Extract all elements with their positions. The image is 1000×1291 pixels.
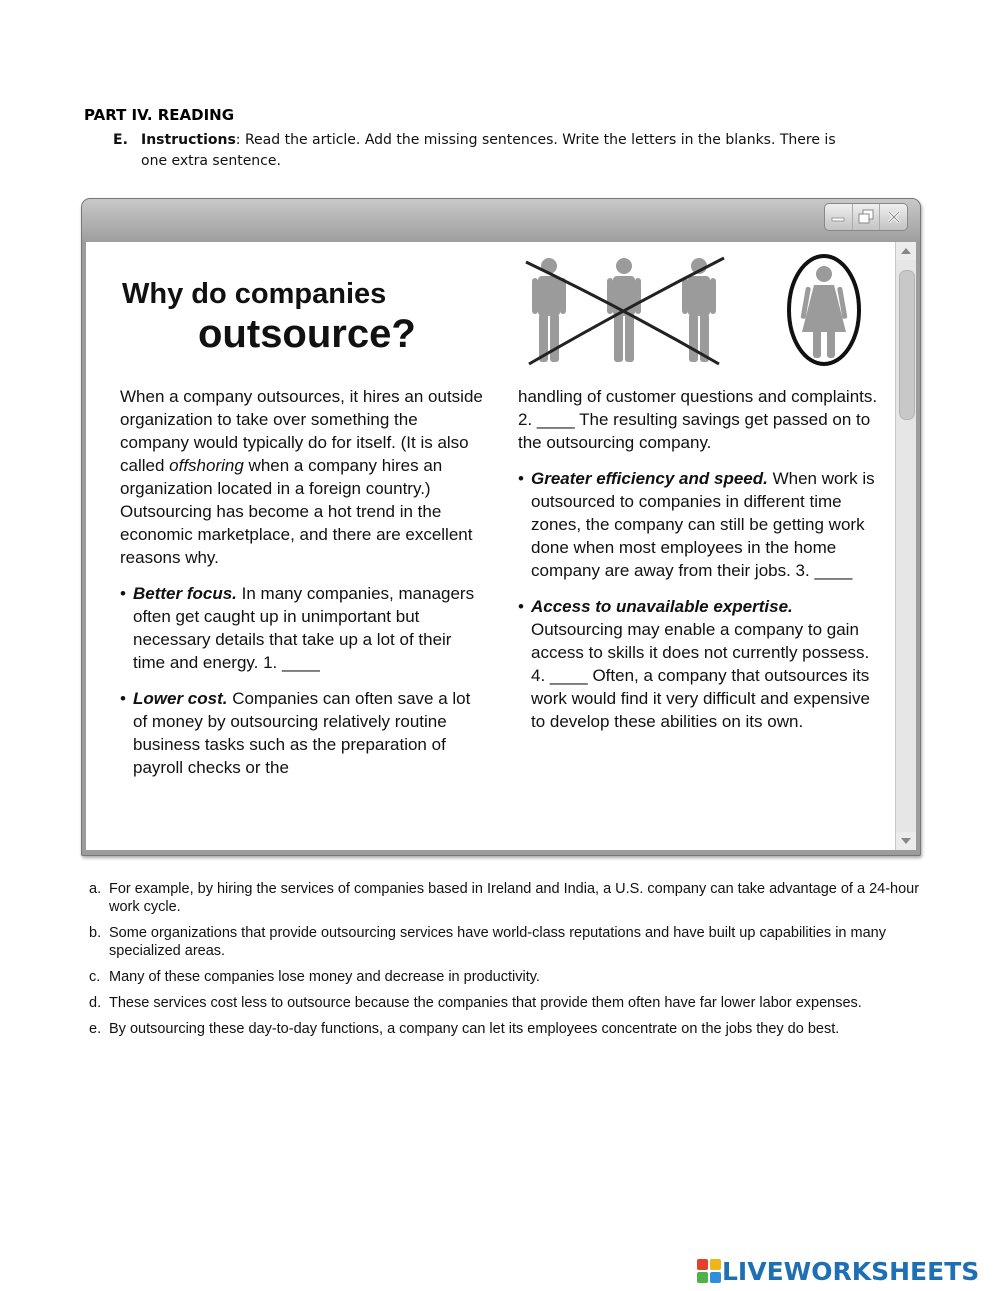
- instruction-letter: E.: [113, 132, 128, 148]
- window-titlebar: [82, 199, 920, 242]
- liveworksheets-blocks-icon: [696, 1258, 722, 1284]
- option-c: c. Many of these companies lose money and decrease in productivity.: [89, 969, 540, 985]
- bullet-lower-cost: • Lower cost. Companies can often save a lot of money by outsourcing relatively routine business tasks such as the preparation of payroll checks or the: [120, 689, 471, 777]
- option-b: b. Some organizations that provide outsourcing services have world-class reputations and have built up capabilities in many specialized areas.: [89, 925, 886, 959]
- close-icon[interactable]: [880, 204, 907, 230]
- crossed-out-workers-figure: [524, 254, 864, 369]
- option-a: a. For example, by hiring the services of companies based in Ireland and India, a U.S. company can take advantage of a 24-hour work cycle.: [89, 881, 920, 915]
- article-content: [86, 242, 895, 850]
- article-column-left: [120, 385, 485, 779]
- bullet-access-expertise: • Access to unavailable expertise. Outsourcing may enable a company to gain access to skills it does not currently possess. 4. ____ Often, a company that outsources its work would find it very difficult and expensive to develop these abilities on its own.: [518, 597, 870, 731]
- scrollbar-thumb[interactable]: [899, 270, 915, 420]
- logo-text: LIVEWORKSHEETS: [722, 1256, 980, 1286]
- answer-options: [89, 880, 939, 1046]
- instructions: [113, 130, 853, 172]
- circled-female-figure-icon: [789, 256, 859, 364]
- article-title-line2: outsource?: [198, 312, 416, 356]
- part-title: PART IV. READING: [84, 106, 235, 124]
- option-e: e. By outsourcing these day-to-day functions, a company can let its employees concentrate on the jobs they do best.: [89, 1021, 840, 1037]
- scroll-up-icon[interactable]: [896, 242, 916, 260]
- article-intro: When a company outsources, it hires an outside organization to take over something the company would typically do for itself. (It is also called offshoring when a company hires an organization located in a foreign country.) Outsourcing has become a hot trend in the economic marketplace, and there are excellent reasons why.: [120, 387, 483, 567]
- instruction-text: : Read the article. Add the missing sentences. Write the letters in the blanks. There is one extra sentence.: [141, 132, 836, 169]
- minimize-icon[interactable]: [825, 204, 853, 230]
- option-d: d. These services cost less to outsource because the companies that provide them often have far lower labor expenses.: [89, 995, 862, 1011]
- instruction-label: Instructions: [141, 132, 236, 148]
- lower-cost-continued: handling of customer questions and complaints. 2. ____ The resulting savings get passed on to the outsourcing company.: [518, 387, 878, 452]
- article-window: [81, 198, 921, 856]
- article-column-right: [518, 385, 878, 733]
- liveworksheets-logo: [696, 1255, 979, 1287]
- bullet-greater-efficiency: • Greater efficiency and speed. When work is outsourced to companies in different time zones, the company can still be getting work done when most employees in the home company are away from their jobs. 3. ____: [518, 469, 875, 580]
- scroll-down-icon[interactable]: [896, 832, 916, 850]
- article-title-line1: Why do companies: [122, 278, 387, 310]
- vertical-scrollbar[interactable]: [895, 242, 916, 850]
- bullet-better-focus: • Better focus. In many companies, managers often get caught up in unimportant but necessary details that take up a lot of their time and energy. 1. ____: [120, 584, 475, 672]
- window-controls: [824, 203, 908, 231]
- restore-icon[interactable]: [853, 204, 881, 230]
